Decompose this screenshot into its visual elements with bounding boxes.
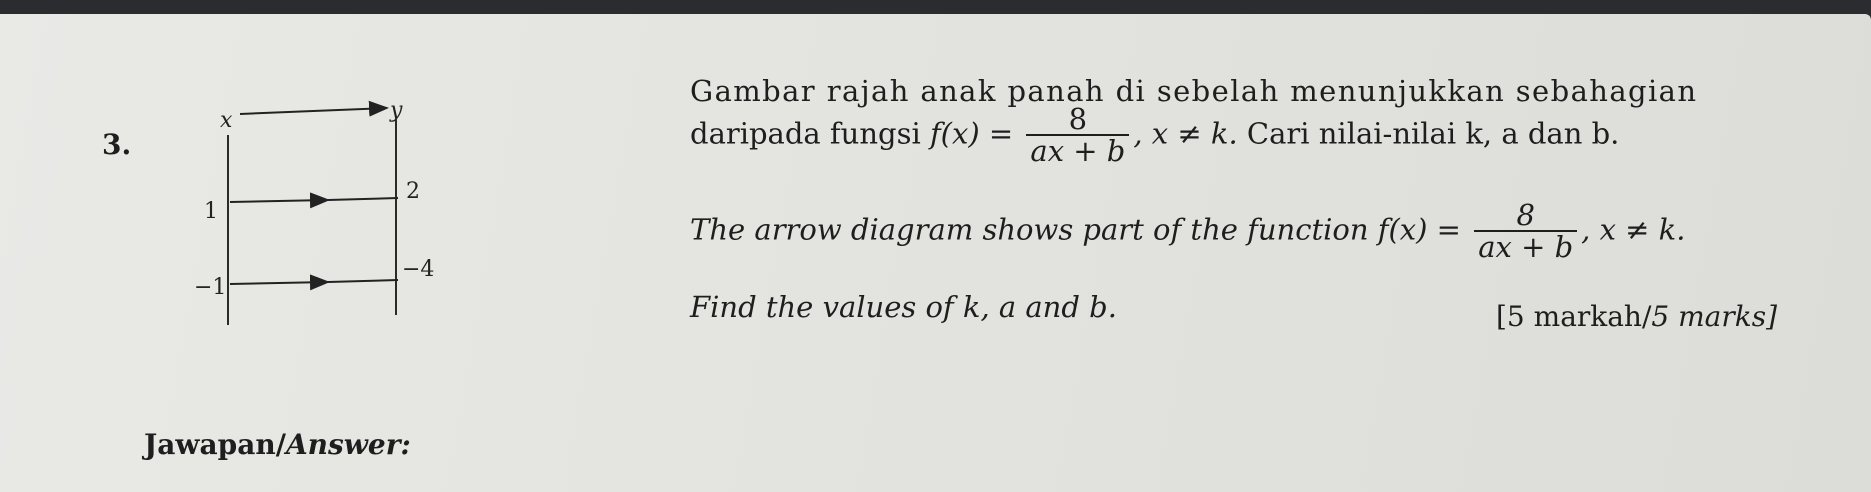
english-task-line: Find the values of k, a and b. — [690, 290, 1117, 324]
question-number: 3. — [102, 128, 132, 161]
set-mapping-arrow — [240, 108, 387, 114]
mapping-arrow — [230, 282, 328, 284]
domain-label: x — [220, 108, 233, 133]
answer-label — [144, 428, 411, 461]
codomain-element: −4 — [402, 257, 435, 282]
domain-element: 1 — [204, 199, 218, 224]
fraction-numerator: 8 — [1026, 104, 1129, 136]
marks-malay: [5 markah/ — [1496, 300, 1652, 333]
domain-element: −1 — [194, 275, 227, 300]
mapping-arrow-tail — [328, 198, 398, 200]
function-fraction — [1474, 200, 1577, 263]
malay-intro-line: Gambar rajah anak panah di sebelah menunjukkan sebahagian — [690, 74, 1698, 108]
fraction-denominator: ax + b — [1030, 134, 1126, 169]
mapping-arrow — [230, 200, 328, 202]
arrow-diagram — [180, 90, 480, 380]
malay-function-line — [690, 104, 1619, 167]
malay-task: Cari nilai-nilai k, a dan b. — [1246, 116, 1620, 151]
marks-allocation — [1496, 300, 1777, 333]
answer-label-malay: Jawapan/ — [144, 428, 286, 461]
domain-condition: , x ≠ k. — [1581, 212, 1686, 247]
fraction-numerator: 8 — [1474, 200, 1577, 232]
codomain-element: 2 — [406, 179, 420, 204]
english-function-line — [690, 200, 1685, 263]
function-fraction — [1026, 104, 1129, 167]
mapping-arrow-tail — [328, 280, 398, 282]
english-intro: The arrow diagram shows part of the function — [690, 212, 1369, 247]
codomain-label: y — [390, 98, 403, 123]
marks-english: 5 marks] — [1651, 300, 1778, 333]
fraction-denominator: ax + b — [1478, 230, 1574, 265]
domain-condition: , x ≠ k. — [1133, 116, 1238, 151]
function-name: f(x) = — [929, 116, 1014, 151]
function-name: f(x) = — [1377, 212, 1461, 247]
answer-label-english: Answer: — [285, 428, 411, 461]
malay-prefix: daripada fungsi — [690, 116, 921, 151]
